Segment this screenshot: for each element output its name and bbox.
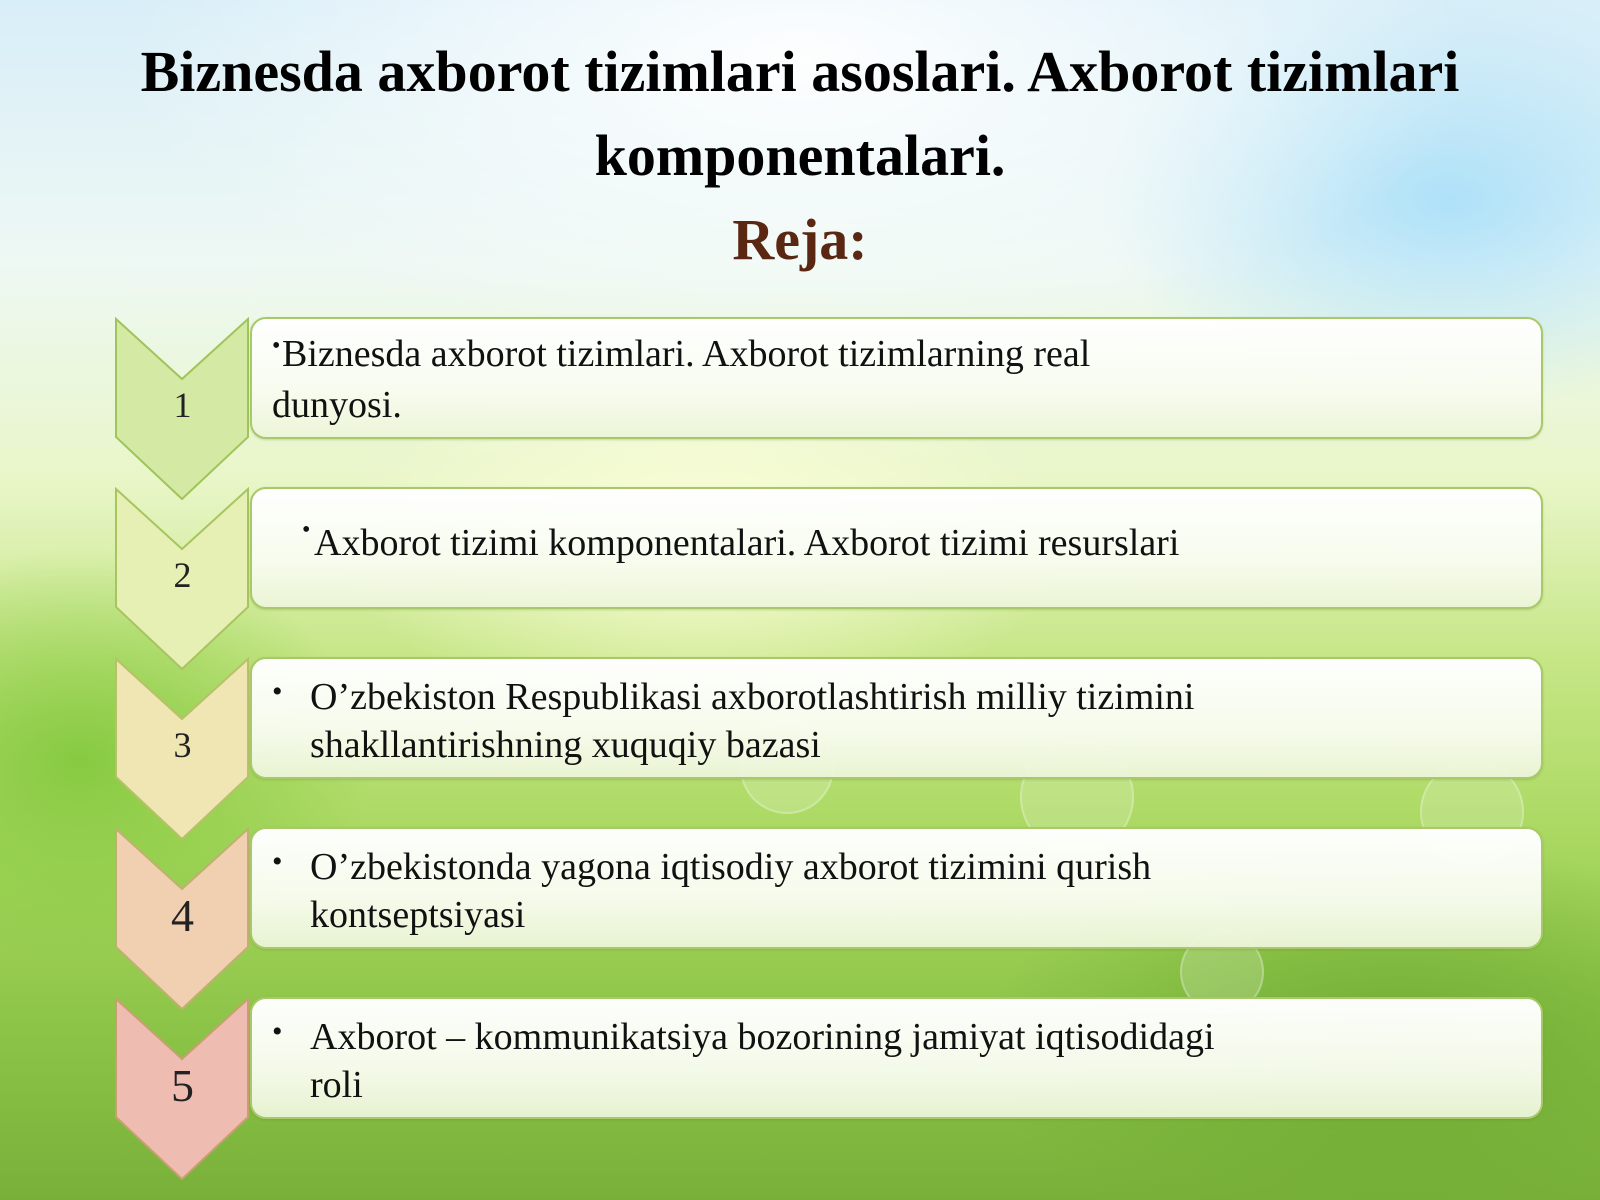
step-number: 2 [173,555,192,595]
bullet: • [302,517,311,543]
step-text-line-2: roli [310,1064,363,1106]
step-text-box [250,657,1543,779]
title-line-1: Biznesda axborot tizimlari asoslari. Axborot tizimlari [140,39,1460,104]
step-number: 5 [171,1060,194,1111]
bullet: • [272,845,283,878]
bullet: • [272,333,281,359]
bullet: • [272,1015,283,1048]
step-text-line-2: kontseptsiyasi [310,894,526,936]
step-text-box [250,827,1543,949]
bullet: • [272,675,283,708]
step-number: 3 [173,725,192,765]
plan-heading: Reja: [732,207,868,272]
step-text-box [250,487,1543,609]
title-line-2: komponentalari. [594,123,1006,188]
step-number: 4 [171,890,194,941]
step-text-line-1: O’zbekistonda yagona iqtisodiy axborot tizimini qurish [310,846,1152,888]
step-text-line-1: Biznesda axborot tizimlari. Axborot tizimlarning real [282,333,1091,375]
step-text-line-1: Axborot tizimi komponentalari. Axborot tizimi resurslari [314,522,1180,564]
slide-title [40,30,1560,282]
plan-step-1 [115,317,1430,487]
step-text-line-2: shakllantirishning xuquqiy bazasi [310,724,821,766]
step-text-line-1: Axborot – kommunikatsiya bozorining jamiyat iqtisodidagi [310,1016,1215,1058]
plan-step-3 [115,657,1430,827]
step-text-line-1: O’zbekiston Respublikasi axborotlashtirish milliy tizimini [310,676,1195,718]
step-text-box [250,317,1543,439]
step-text-line-2: dunyosi. [272,384,402,426]
step-number: 1 [173,385,192,425]
plan-step-2 [115,487,1430,657]
plan-step-4 [115,827,1430,997]
plan-step-5 [115,997,1430,1167]
step-text-box [250,997,1543,1119]
